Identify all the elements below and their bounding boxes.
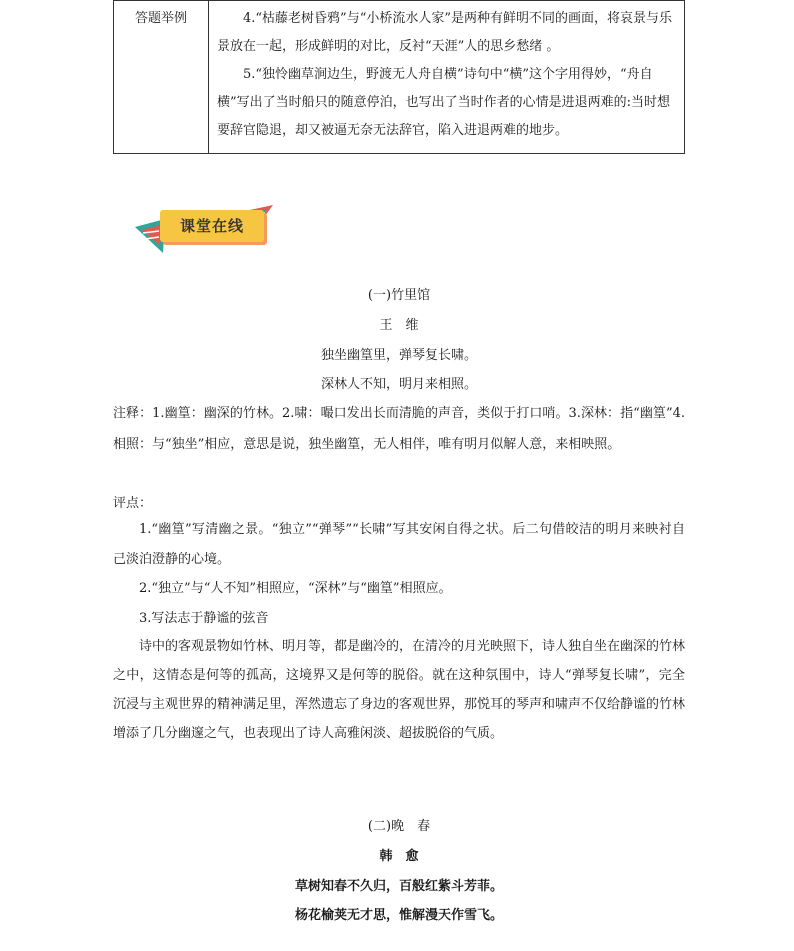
section-banner <box>135 197 273 253</box>
example-item-5: 5.“独怜幽草涧边生，野渡无人舟自横”诗句中“横”这个字用得妙，“舟自横”写出了当时船只的随意停泊，也写出了当时作者的心情是进退两难的:当时想要辞官隐退，却又被逼无奈无法辞官，陷入进退两难的地步。 <box>217 67 671 138</box>
poem2-title: (二)晚 春 <box>367 819 431 834</box>
poem2-line-2: 杨花榆荚无才思，惟解漫天作雪飞。 <box>294 908 503 923</box>
comment-4: 诗中的客观景物如竹林、明月等，都是幽冷的，在清冷的月光映照下，诗人独自坐在幽深的竹林之中，这情态是何等的孤高，这境界又是何等的脱俗。就在这种氛围中，诗人“弹琴复长啸”，完全沉浸与主观世界的精神满足里，浑然遗忘了身边的客观世界，那悦耳的琴声和啸声不仅给静谧的竹林增添了几分幽邃之气，也表现出了诗人高雅闲淡、超拔脱俗的气质。 <box>113 639 686 741</box>
table-row <box>114 1 685 154</box>
comment-label: 评点： <box>113 496 153 511</box>
example-item-4: 4.“枯藤老树昏鸦”与“小桥流水人家”是两种有鲜明不同的画面，将哀景与乐景放在一起，形成鲜明的对比，反衬“天涯”人的思乡愁绪 。 <box>217 11 672 54</box>
answer-table <box>113 0 685 154</box>
poem1-notes: 注释：1.幽篁：幽深的竹林。2.啸：嘬口发出长而清脆的声音，类似于打口哨。3.深林：指“幽篁”4.相照：与“独坐”相应，意思是说，独坐幽篁，无人相伴，唯有明月似解人意，来相映照。 <box>113 406 685 452</box>
poem1-line-2: 深林人不知，明月来相照。 <box>320 377 477 392</box>
comment-2: 2.“独立”与“人不知”相照应，“深林”与“幽篁”相照应。 <box>139 581 452 596</box>
poem2-author: 韩 愈 <box>379 849 419 864</box>
row-label: 答题举例 <box>114 1 209 154</box>
poem2-line-1: 草树知春不久归，百般红紫斗芳菲。 <box>294 879 503 894</box>
poem1-title: (一)竹里馆 <box>367 288 431 303</box>
section-title: 课堂在线 <box>160 210 264 242</box>
row-content <box>209 1 685 154</box>
poem1-author: 王 维 <box>379 318 419 333</box>
example-table <box>113 0 685 154</box>
poem1-line-1: 独坐幽篁里，弹琴复长啸。 <box>320 348 477 363</box>
comment-3: 3.写法志于静谧的弦音 <box>139 611 269 626</box>
comment-1: 1.“幽篁”写清幽之景。“独立”“弹琴”“长啸”写其安闲自得之状。后二句借皎洁的明月来映衬自己淡泊澄静的心境。 <box>113 522 685 567</box>
